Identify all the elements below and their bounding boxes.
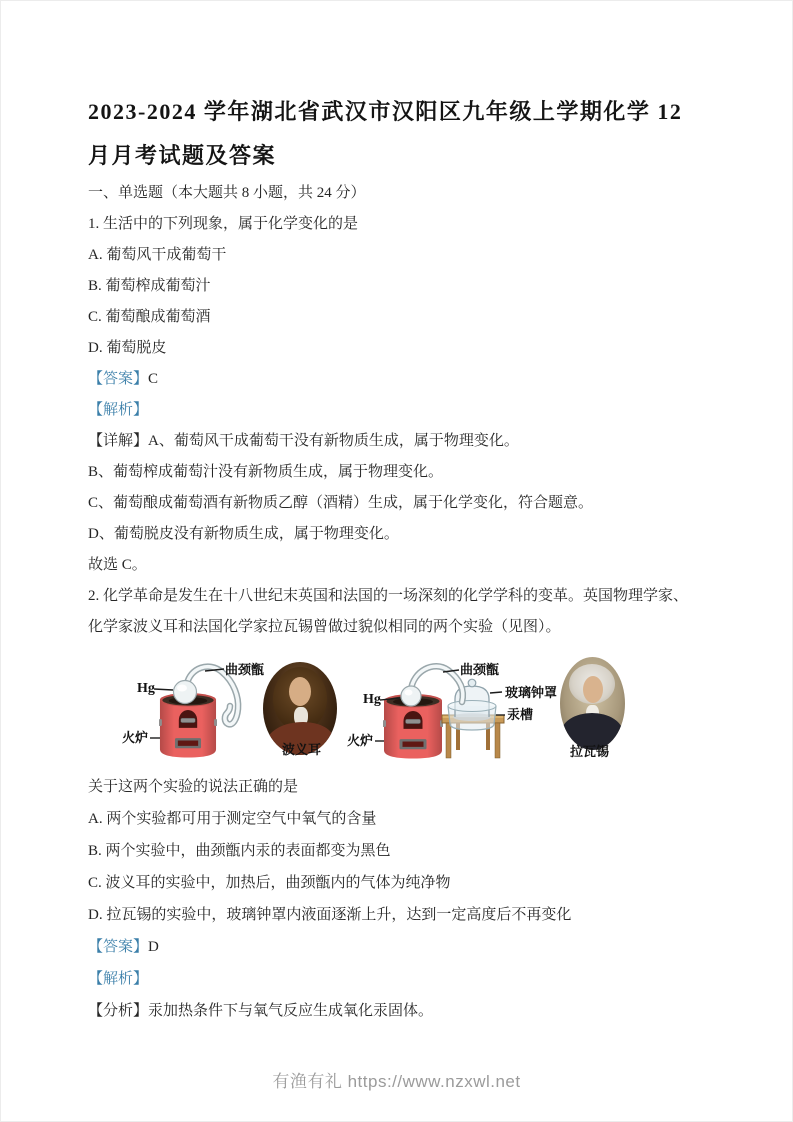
q1-answer-line [88, 364, 705, 395]
q2-analysis-label-line [88, 963, 705, 995]
lavoisier-name-label: 拉瓦锡 [570, 744, 610, 759]
q1-explanation-line: D、葡萄脱皮没有新物质生成，属于物理变化。 [88, 526, 399, 542]
q1-question: 1. 生活中的下列现象，属于化学变化的是 [88, 216, 359, 232]
q2-answer-line [88, 931, 705, 963]
q1-analysis-label: 【解析】 [88, 402, 149, 418]
hg-label-line [154, 689, 173, 690]
table-leg [446, 723, 451, 758]
q1-option-b: B. 葡萄榨成葡萄汁 [88, 278, 211, 294]
retort-bulb [401, 686, 421, 706]
trough-rim [448, 701, 496, 712]
q2-question-line1: 2. 化学革命是发生在十八世纪末英国和法国的一场深刻的化学学科的变革。英国物理学家、 [88, 588, 689, 604]
q2-option-d: D. 拉瓦锡的实验中，玻璃钟罩内液面逐渐上升，达到一定高度后不再变化 [88, 907, 572, 923]
left-retort-label: 曲颈甑 [225, 662, 265, 677]
right-hg-label: Hg [363, 692, 381, 707]
q1-answer-value: C [148, 371, 159, 387]
footer-watermark [0, 1067, 793, 1092]
q2-analysis-line: 【分析】汞加热条件下与氧气反应生成氧化汞固体。 [88, 1003, 434, 1019]
boyle-face [289, 677, 311, 706]
lavoisier-face [583, 676, 603, 703]
boyle-name-label: 波义耳 [282, 742, 322, 757]
lavoisier-portrait [560, 657, 625, 750]
q1-option-c: C. 葡萄酿成葡萄酒 [88, 309, 211, 325]
q1-explanation-line: B、葡萄榨成葡萄汁没有新物质生成，属于物理变化。 [88, 464, 444, 480]
q1-option-a: A. 葡萄风干成葡萄干 [88, 247, 227, 263]
footer-link[interactable]: 有渔有礼 https://www.nzxwl.net [272, 1072, 521, 1091]
q2-analysis-label: 【解析】 [88, 971, 149, 987]
bell-jar-knob [468, 679, 476, 687]
section-heading: 一、单选题（本大题共 8 小题，共 24 分） [88, 185, 366, 201]
right-stove-label: 火炉 [347, 733, 374, 748]
right-trough-label: 汞槽 [507, 707, 534, 722]
page-title [88, 90, 705, 178]
q1-option-d: D. 葡萄脱皮 [88, 340, 167, 356]
right-bell-jar-label: 玻璃钟罩 [505, 685, 558, 700]
retort-bulb [174, 681, 197, 704]
q2-option-b: B. 两个实验中，曲颈甑内汞的表面都变为黑色 [88, 843, 391, 859]
q2-answer-label: 【答案】 [88, 939, 149, 955]
left-hg-label: Hg [137, 681, 155, 696]
right-retort-label: 曲颈甑 [460, 662, 500, 677]
q2-option-c: C. 波义耳的实验中，加热后，曲颈甑内的气体为纯净物 [88, 875, 451, 891]
left-stove-label: 火炉 [122, 730, 149, 745]
q1-answer-label: 【答案】 [88, 371, 149, 387]
page-title-line2: 月月考试题及答案 [88, 143, 277, 168]
experiment-figure [88, 643, 705, 771]
q1-explanation-line: 故选 C。 [88, 557, 147, 573]
q1-explanation-line: C、葡萄酿成葡萄酒有新物质乙醇（酒精）生成，属于化学变化，符合题意。 [88, 495, 594, 511]
q2-option-a: A. 两个实验都可用于测定空气中氧气的含量 [88, 811, 377, 827]
page-title-line1: 2023-2024 学年湖北省武汉市汉阳区九年级上学期化学 12 [88, 99, 683, 124]
q2-stem: 关于这两个实验的说法正确的是 [88, 779, 299, 795]
q1-analysis-label-line [88, 395, 705, 426]
q2-question-line2: 化学家波义耳和法国化学家拉瓦锡曾做过貌似相同的两个实验（见图）。 [88, 619, 561, 635]
q2-answer-value: D [148, 939, 159, 955]
q1-explanation-line: 【详解】A、葡萄风干成葡萄干没有新物质生成，属于物理变化。 [88, 433, 519, 449]
bell-jar-label-line [490, 692, 502, 693]
table-leg [495, 723, 500, 758]
